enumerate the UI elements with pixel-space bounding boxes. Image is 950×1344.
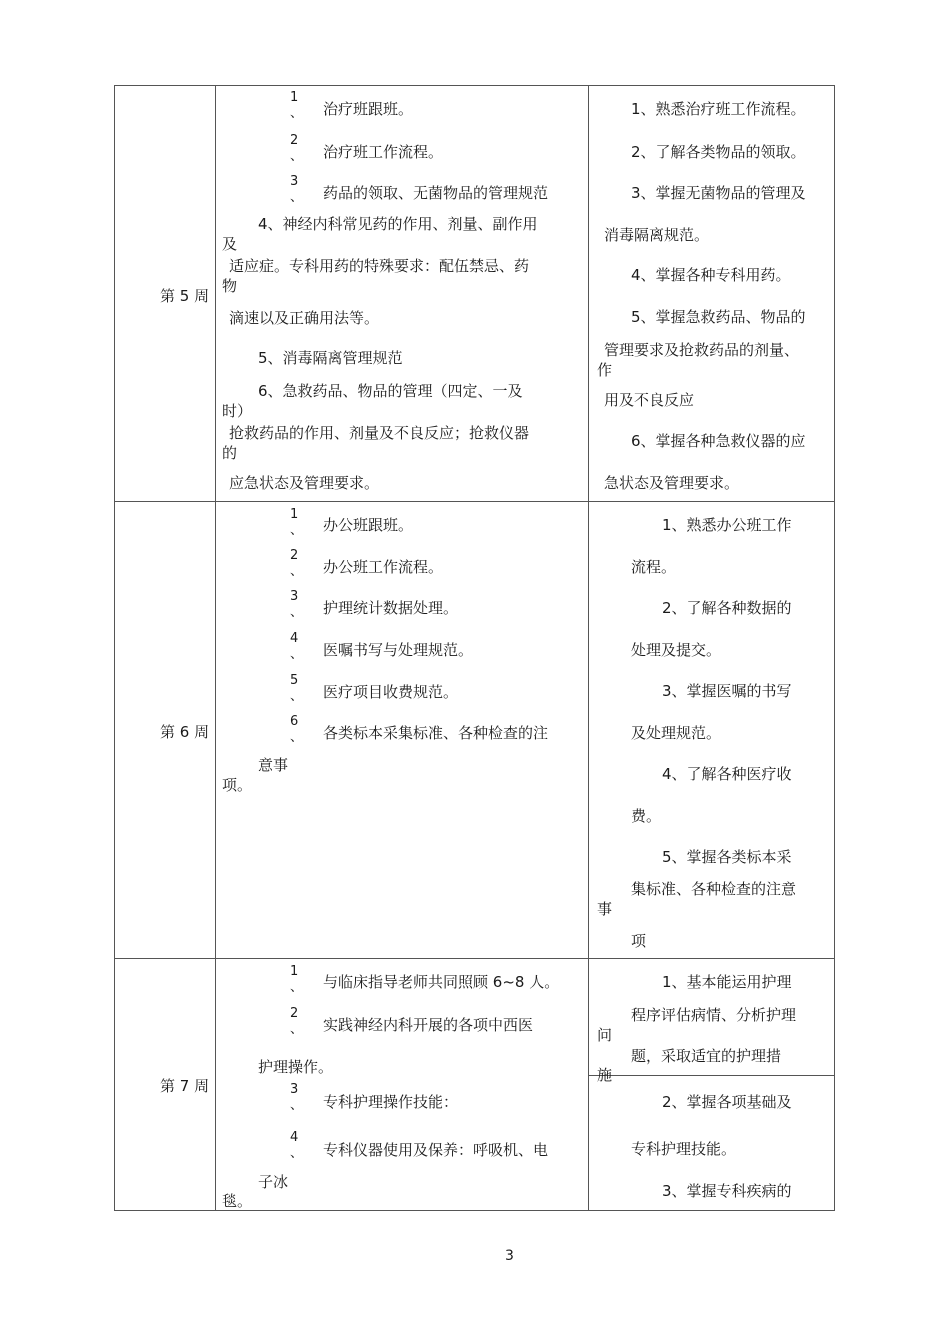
week-label: 第 7 周 bbox=[160, 1077, 210, 1095]
task-item-continuation: 应急状态及管理要求。 bbox=[229, 474, 380, 492]
list-number: 5 bbox=[290, 673, 299, 688]
task-item: 医嘱书写与处理规范。 bbox=[323, 641, 474, 659]
task-item: 实践神经内科开展的各项中西医 bbox=[323, 1016, 534, 1034]
list-number: 3 bbox=[290, 1082, 299, 1097]
list-number-separator: 、 bbox=[290, 523, 304, 538]
list-number: 3 bbox=[290, 174, 299, 189]
table-border-left bbox=[114, 85, 115, 1211]
list-number: 1 bbox=[290, 964, 299, 979]
goal-item-continuation: 处理及提交。 bbox=[631, 641, 722, 659]
goal-item: 1、熟悉办公班工作 bbox=[662, 516, 792, 534]
goal-item: 4、了解各种医疗收 bbox=[662, 765, 792, 783]
task-item: 4、神经内科常见药的作用、剂量、副作用 bbox=[258, 215, 538, 233]
list-number: 3 bbox=[290, 589, 299, 604]
table-border-bottom bbox=[114, 1210, 835, 1211]
list-number: 2 bbox=[290, 1006, 299, 1021]
list-number-separator: 、 bbox=[290, 564, 304, 579]
list-number-separator: 、 bbox=[290, 647, 304, 662]
week-label: 第 6 周 bbox=[160, 723, 210, 741]
goal-item: 3、掌握医嘱的书写 bbox=[662, 682, 792, 700]
list-number-separator: 、 bbox=[290, 1146, 304, 1161]
list-number: 2 bbox=[290, 133, 299, 148]
goal-item-continuation: 作 bbox=[597, 361, 613, 379]
list-number: 1 bbox=[290, 90, 299, 105]
task-item: 办公班工作流程。 bbox=[323, 558, 444, 576]
list-number-separator: 、 bbox=[290, 1022, 304, 1037]
task-item: 5、消毒隔离管理规范 bbox=[258, 349, 403, 367]
task-item: 专科护理操作技能： bbox=[323, 1093, 459, 1111]
goal-item-continuation: 及处理规范。 bbox=[631, 724, 722, 742]
goal-item: 3、掌握无菌物品的管理及 bbox=[631, 184, 806, 202]
task-item: 药品的领取、无菌物品的管理规范 bbox=[323, 184, 549, 202]
goal-item-continuation: 费。 bbox=[631, 807, 662, 825]
page-number: 3 bbox=[505, 1248, 514, 1264]
list-number-separator: 、 bbox=[290, 730, 304, 745]
goal-item: 1、基本能运用护理 bbox=[662, 973, 792, 991]
list-number-separator: 、 bbox=[290, 149, 304, 164]
goal-cell-divider bbox=[588, 1075, 835, 1076]
list-number-separator: 、 bbox=[290, 689, 304, 704]
goal-item: 5、掌握急救药品、物品的 bbox=[631, 308, 806, 326]
table-column-divider bbox=[588, 85, 589, 1211]
list-number-separator: 、 bbox=[290, 605, 304, 620]
goal-item-continuation: 专科护理技能。 bbox=[631, 1140, 737, 1158]
list-number: 4 bbox=[290, 631, 299, 646]
task-item: 各类标本采集标准、各种检查的注 bbox=[323, 724, 549, 742]
task-item-continuation: 项。 bbox=[222, 776, 253, 794]
task-item-continuation: 子冰 bbox=[258, 1173, 289, 1191]
goal-item-continuation-clipped: 施 bbox=[597, 1066, 613, 1084]
goal-item-continuation: 管理要求及抢救药品的剂量、 bbox=[604, 341, 800, 359]
goal-item-continuation: 项 bbox=[631, 932, 647, 950]
list-number: 6 bbox=[290, 714, 299, 729]
table-column-divider bbox=[215, 85, 216, 1211]
list-number-separator: 、 bbox=[290, 190, 304, 205]
task-item: 治疗班工作流程。 bbox=[323, 143, 444, 161]
goal-item-continuation: 急状态及管理要求。 bbox=[604, 474, 740, 492]
goal-item-continuation: 用及不良反应 bbox=[604, 391, 695, 409]
task-item: 与临床指导老师共同照顾 6~8 人。 bbox=[323, 973, 560, 991]
task-item-continuation: 适应症。专科用药的特殊要求：配伍禁忌、药 bbox=[229, 257, 530, 275]
table-border-right bbox=[834, 85, 835, 1211]
task-item: 护理统计数据处理。 bbox=[323, 599, 459, 617]
goal-item: 4、掌握各种专科用药。 bbox=[631, 266, 791, 284]
table-row-divider bbox=[114, 958, 835, 959]
week-label: 第 5 周 bbox=[160, 287, 210, 305]
task-item: 医疗项目收费规范。 bbox=[323, 683, 459, 701]
task-item-continuation: 毯。 bbox=[222, 1192, 253, 1210]
goal-item: 1、熟悉治疗班工作流程。 bbox=[631, 100, 806, 118]
table-border-top bbox=[114, 85, 835, 86]
task-item-continuation: 时） bbox=[222, 402, 253, 420]
task-item: 6、急救药品、物品的管理（四定、一及 bbox=[258, 382, 523, 400]
goal-item: 2、了解各种数据的 bbox=[662, 599, 792, 617]
goal-item-continuation: 问 bbox=[597, 1026, 613, 1044]
task-item-continuation: 抢救药品的作用、剂量及不良反应；抢救仪器 bbox=[229, 424, 530, 442]
goal-item-continuation: 程序评估病情、分析护理 bbox=[631, 1006, 797, 1024]
goal-item-continuation: 消毒隔离规范。 bbox=[604, 226, 710, 244]
goal-item-continuation: 流程。 bbox=[631, 558, 677, 576]
list-number: 4 bbox=[290, 1130, 299, 1145]
table-row-divider bbox=[114, 501, 835, 502]
goal-item-continuation: 事 bbox=[597, 900, 613, 918]
list-number-separator: 、 bbox=[290, 980, 304, 995]
task-item-continuation: 滴速以及正确用法等。 bbox=[229, 309, 380, 327]
goal-item: 2、掌握各项基础及 bbox=[662, 1093, 792, 1111]
goal-item: 3、掌握专科疾病的 bbox=[662, 1182, 792, 1200]
goal-item-continuation: 集标准、各种检查的注意 bbox=[631, 880, 797, 898]
goal-item: 5、掌握各类标本采 bbox=[662, 848, 792, 866]
goal-item: 2、了解各类物品的领取。 bbox=[631, 143, 806, 161]
list-number-separator: 、 bbox=[290, 1098, 304, 1113]
list-number-separator: 、 bbox=[290, 106, 304, 121]
task-item-continuation: 及 bbox=[222, 235, 238, 253]
goal-item-continuation: 题，采取适宜的护理措 bbox=[631, 1047, 782, 1065]
task-item-continuation: 的 bbox=[222, 444, 238, 462]
task-item-continuation-clipped: 物 bbox=[222, 277, 238, 295]
task-item-continuation: 护理操作。 bbox=[258, 1058, 334, 1076]
task-item: 专科仪器使用及保养：呼吸机、电 bbox=[323, 1141, 549, 1159]
task-item: 治疗班跟班。 bbox=[323, 100, 414, 118]
list-number: 2 bbox=[290, 548, 299, 563]
task-item: 办公班跟班。 bbox=[323, 516, 414, 534]
list-number: 1 bbox=[290, 507, 299, 522]
task-item-continuation: 意事 bbox=[258, 756, 289, 774]
goal-item: 6、掌握各种急救仪器的应 bbox=[631, 432, 806, 450]
